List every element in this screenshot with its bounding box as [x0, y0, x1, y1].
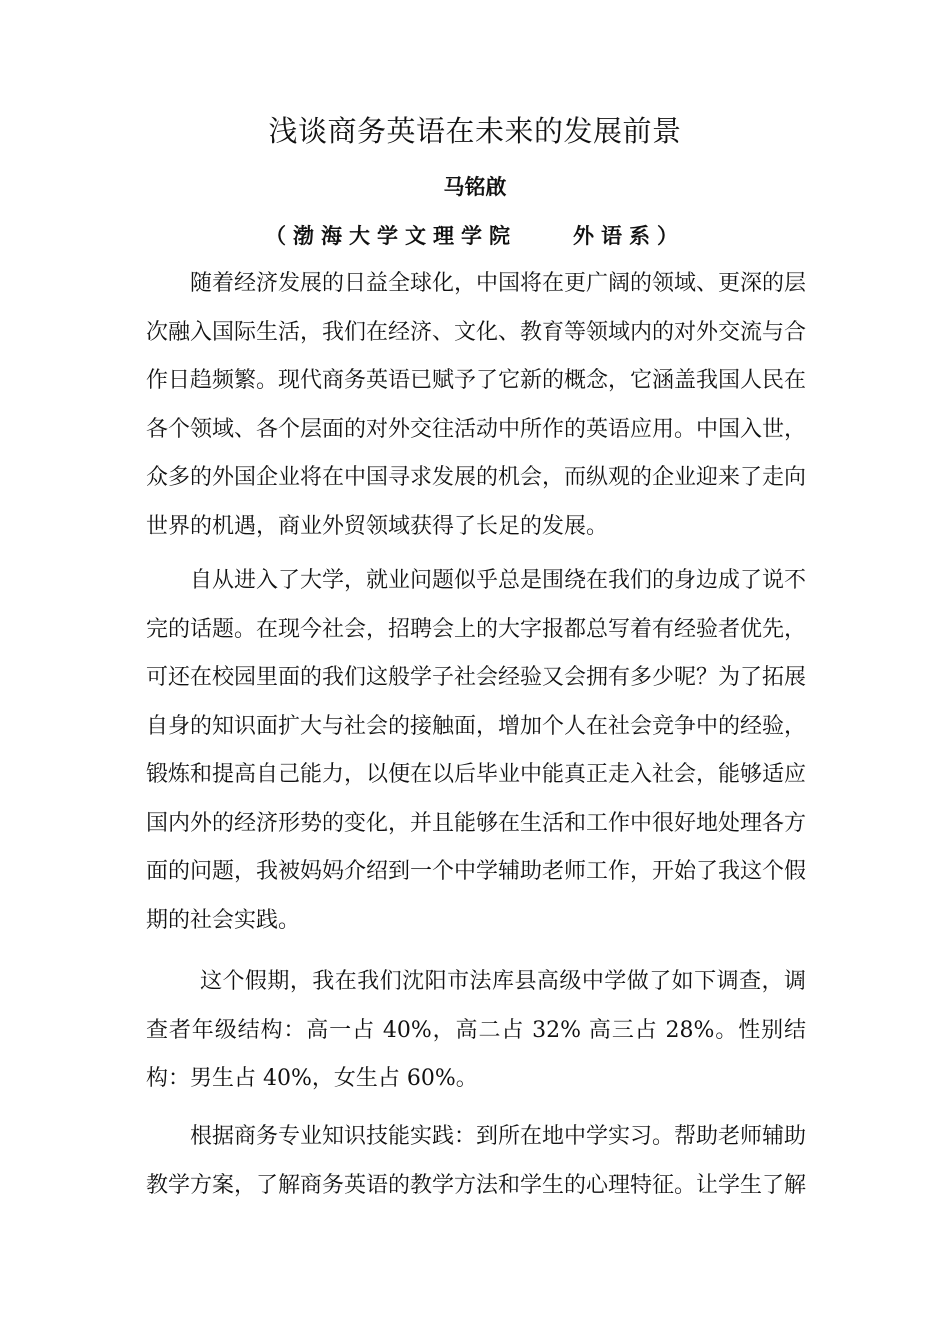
- paragraph-1: 随着经济发展的日益全球化，中国将在更广阔的领域、更深的层次融入国际生活，我们在经济、文化、教育等领域内的对外交流与合作日趋频繁。现代商务英语已赋予了它新的概念，它涵盖我国人民在各个领域、各个层面的对外交往活动中所作的英语应用。中国入世，众多的外国企业将在中国寻求发展的机会，而纵观的企业迎来了走向世界的机遇，商业外贸领域获得了长足的发展。: [146, 271, 807, 539]
- author-affiliation: （渤海大学文理学院 外语系）: [265, 224, 685, 248]
- paragraph-3: 这个假期，我在我们沈阳市法库县高级中学做了如下调查，调查者年级结构：高一占 40%，高二占 32% 高三占 28%。性别结构：男生占 40%，女生占 60%。: [146, 969, 806, 1091]
- paragraph-2: 自从进入了大学，就业问题似乎总是围绕在我们的身边成了说不完的话题。在现今社会，招聘会上的大字报都总写着有经验者优先，可还在校园里面的我们这般学子社会经验又会拥有多少呢？为了拓展自身的知识面扩大与社会的接触面，增加个人在社会竞争中的经验，锻炼和提高自己能力，以便在以后毕业中能真正走入社会，能够适应国内外的经济形势的变化，并且能够在生活和工作中很好地处理各方面的问题，我被妈妈介绍到一个中学辅助老师工作，开始了我这个假期的社会实践。: [146, 568, 807, 933]
- author-name: 马铭啟: [443, 175, 507, 199]
- document-title: 浅谈商务英语在未来的发展前景: [268, 114, 682, 148]
- paragraph-4: 根据商务专业知识技能实践：到所在地中学实习。帮助老师辅助教学方案，了解商务英语的教学方法和学生的心理特征。让学生了解: [146, 1124, 807, 1198]
